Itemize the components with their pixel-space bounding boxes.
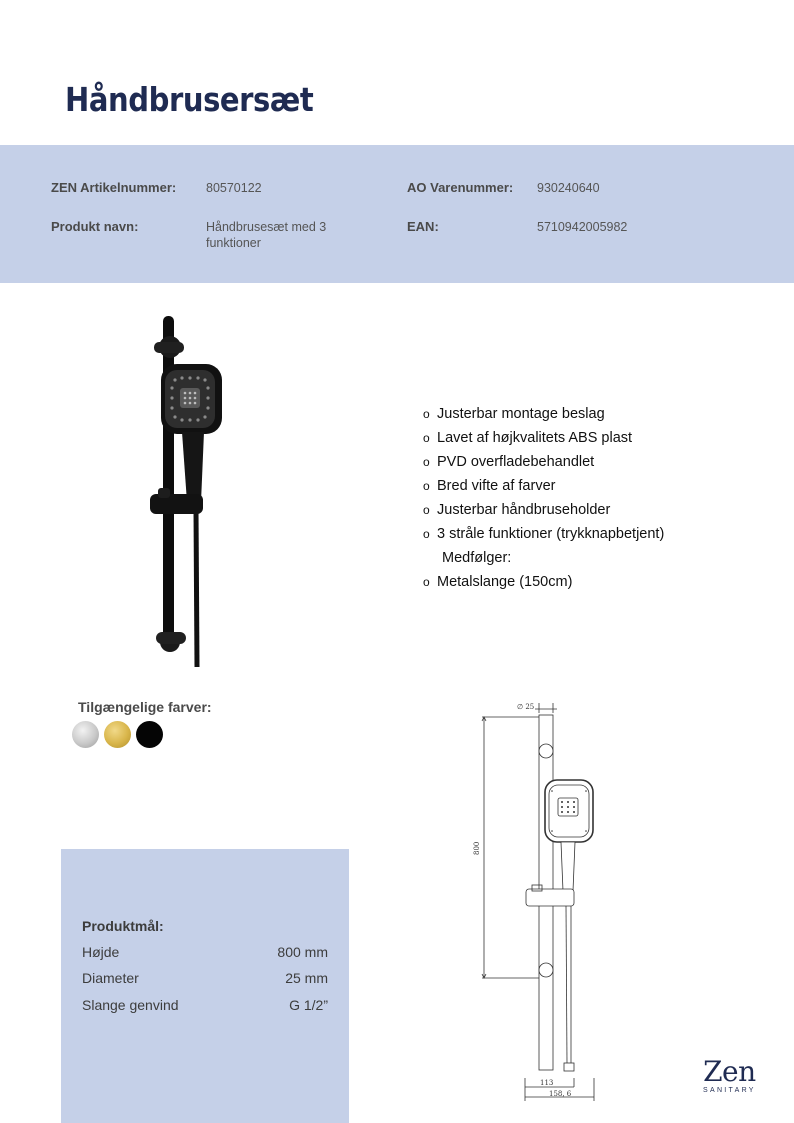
dimension-row-diameter: Diameter 25 mm <box>82 970 328 986</box>
zen-sanitary-logo <box>703 1055 756 1094</box>
ean-label: EAN: <box>407 219 439 234</box>
height-label: 800 <box>473 841 481 855</box>
width-label-113: 113 <box>540 1079 554 1087</box>
width-label-158: 158, 6 <box>549 1090 572 1098</box>
feature-list <box>423 404 664 596</box>
product-name-value-line1: Håndbrusesæt med 3 <box>206 220 327 234</box>
product-name-value-line2: funktioner <box>206 236 261 250</box>
bullet: o <box>423 479 430 493</box>
bullet: o <box>423 527 430 541</box>
available-colors-title: Tilgængelige farver: <box>78 699 212 715</box>
dimensions-title: Produktmål: <box>82 918 164 934</box>
diameter-label: ∅ 25 <box>517 703 535 711</box>
feature-item: o PVD overfladebehandlet <box>423 454 595 470</box>
ao-number-value: 930240640 <box>537 181 600 195</box>
dimensions-box <box>61 849 349 1123</box>
dimension-row-height: Højde 800 mm <box>82 944 328 960</box>
feature-item: o Justerbar montage beslag <box>423 406 605 422</box>
product-name-label: Produkt navn: <box>51 219 139 234</box>
included-item: o Metalslange (150cm) <box>423 574 573 590</box>
zen-article-label: ZEN Artikelnummer: <box>51 180 177 195</box>
feature-item: o 3 stråle funktioner (trykknapbetjent) <box>423 526 665 542</box>
technical-drawing <box>465 695 605 1107</box>
product-info-band <box>0 145 794 283</box>
feature-item: o Lavet af højkvalitets ABS plast <box>423 430 633 446</box>
feature-item: o Justerbar håndbruseholder <box>423 502 611 518</box>
feature-item: o Bred vifte af farver <box>423 478 556 494</box>
bullet: o <box>423 455 430 469</box>
hose <box>196 510 197 667</box>
logo-subtitle: SANITARY <box>703 1087 756 1094</box>
wall-bracket-bottom <box>156 632 186 652</box>
page-title: Håndbrusersæt <box>65 80 314 119</box>
dimension-row-thread: Slange genvind G 1/2” <box>82 997 328 1013</box>
ean-value: 5710942005982 <box>537 220 628 234</box>
ao-number-label: AO Varenummer: <box>407 180 514 195</box>
bullet: o <box>423 575 430 589</box>
bullet: o <box>423 407 430 421</box>
included-label: Medfølger: <box>442 550 512 566</box>
color-swatch-gold <box>104 721 131 748</box>
bullet: o <box>423 431 430 445</box>
logo-word: Zen <box>703 1055 756 1088</box>
color-swatch-black <box>136 721 163 748</box>
color-swatch-chrome <box>72 721 99 748</box>
product-photo <box>130 312 230 672</box>
bullet: o <box>423 503 430 517</box>
zen-article-value: 80570122 <box>206 181 262 195</box>
wall-bracket-top <box>154 336 184 358</box>
